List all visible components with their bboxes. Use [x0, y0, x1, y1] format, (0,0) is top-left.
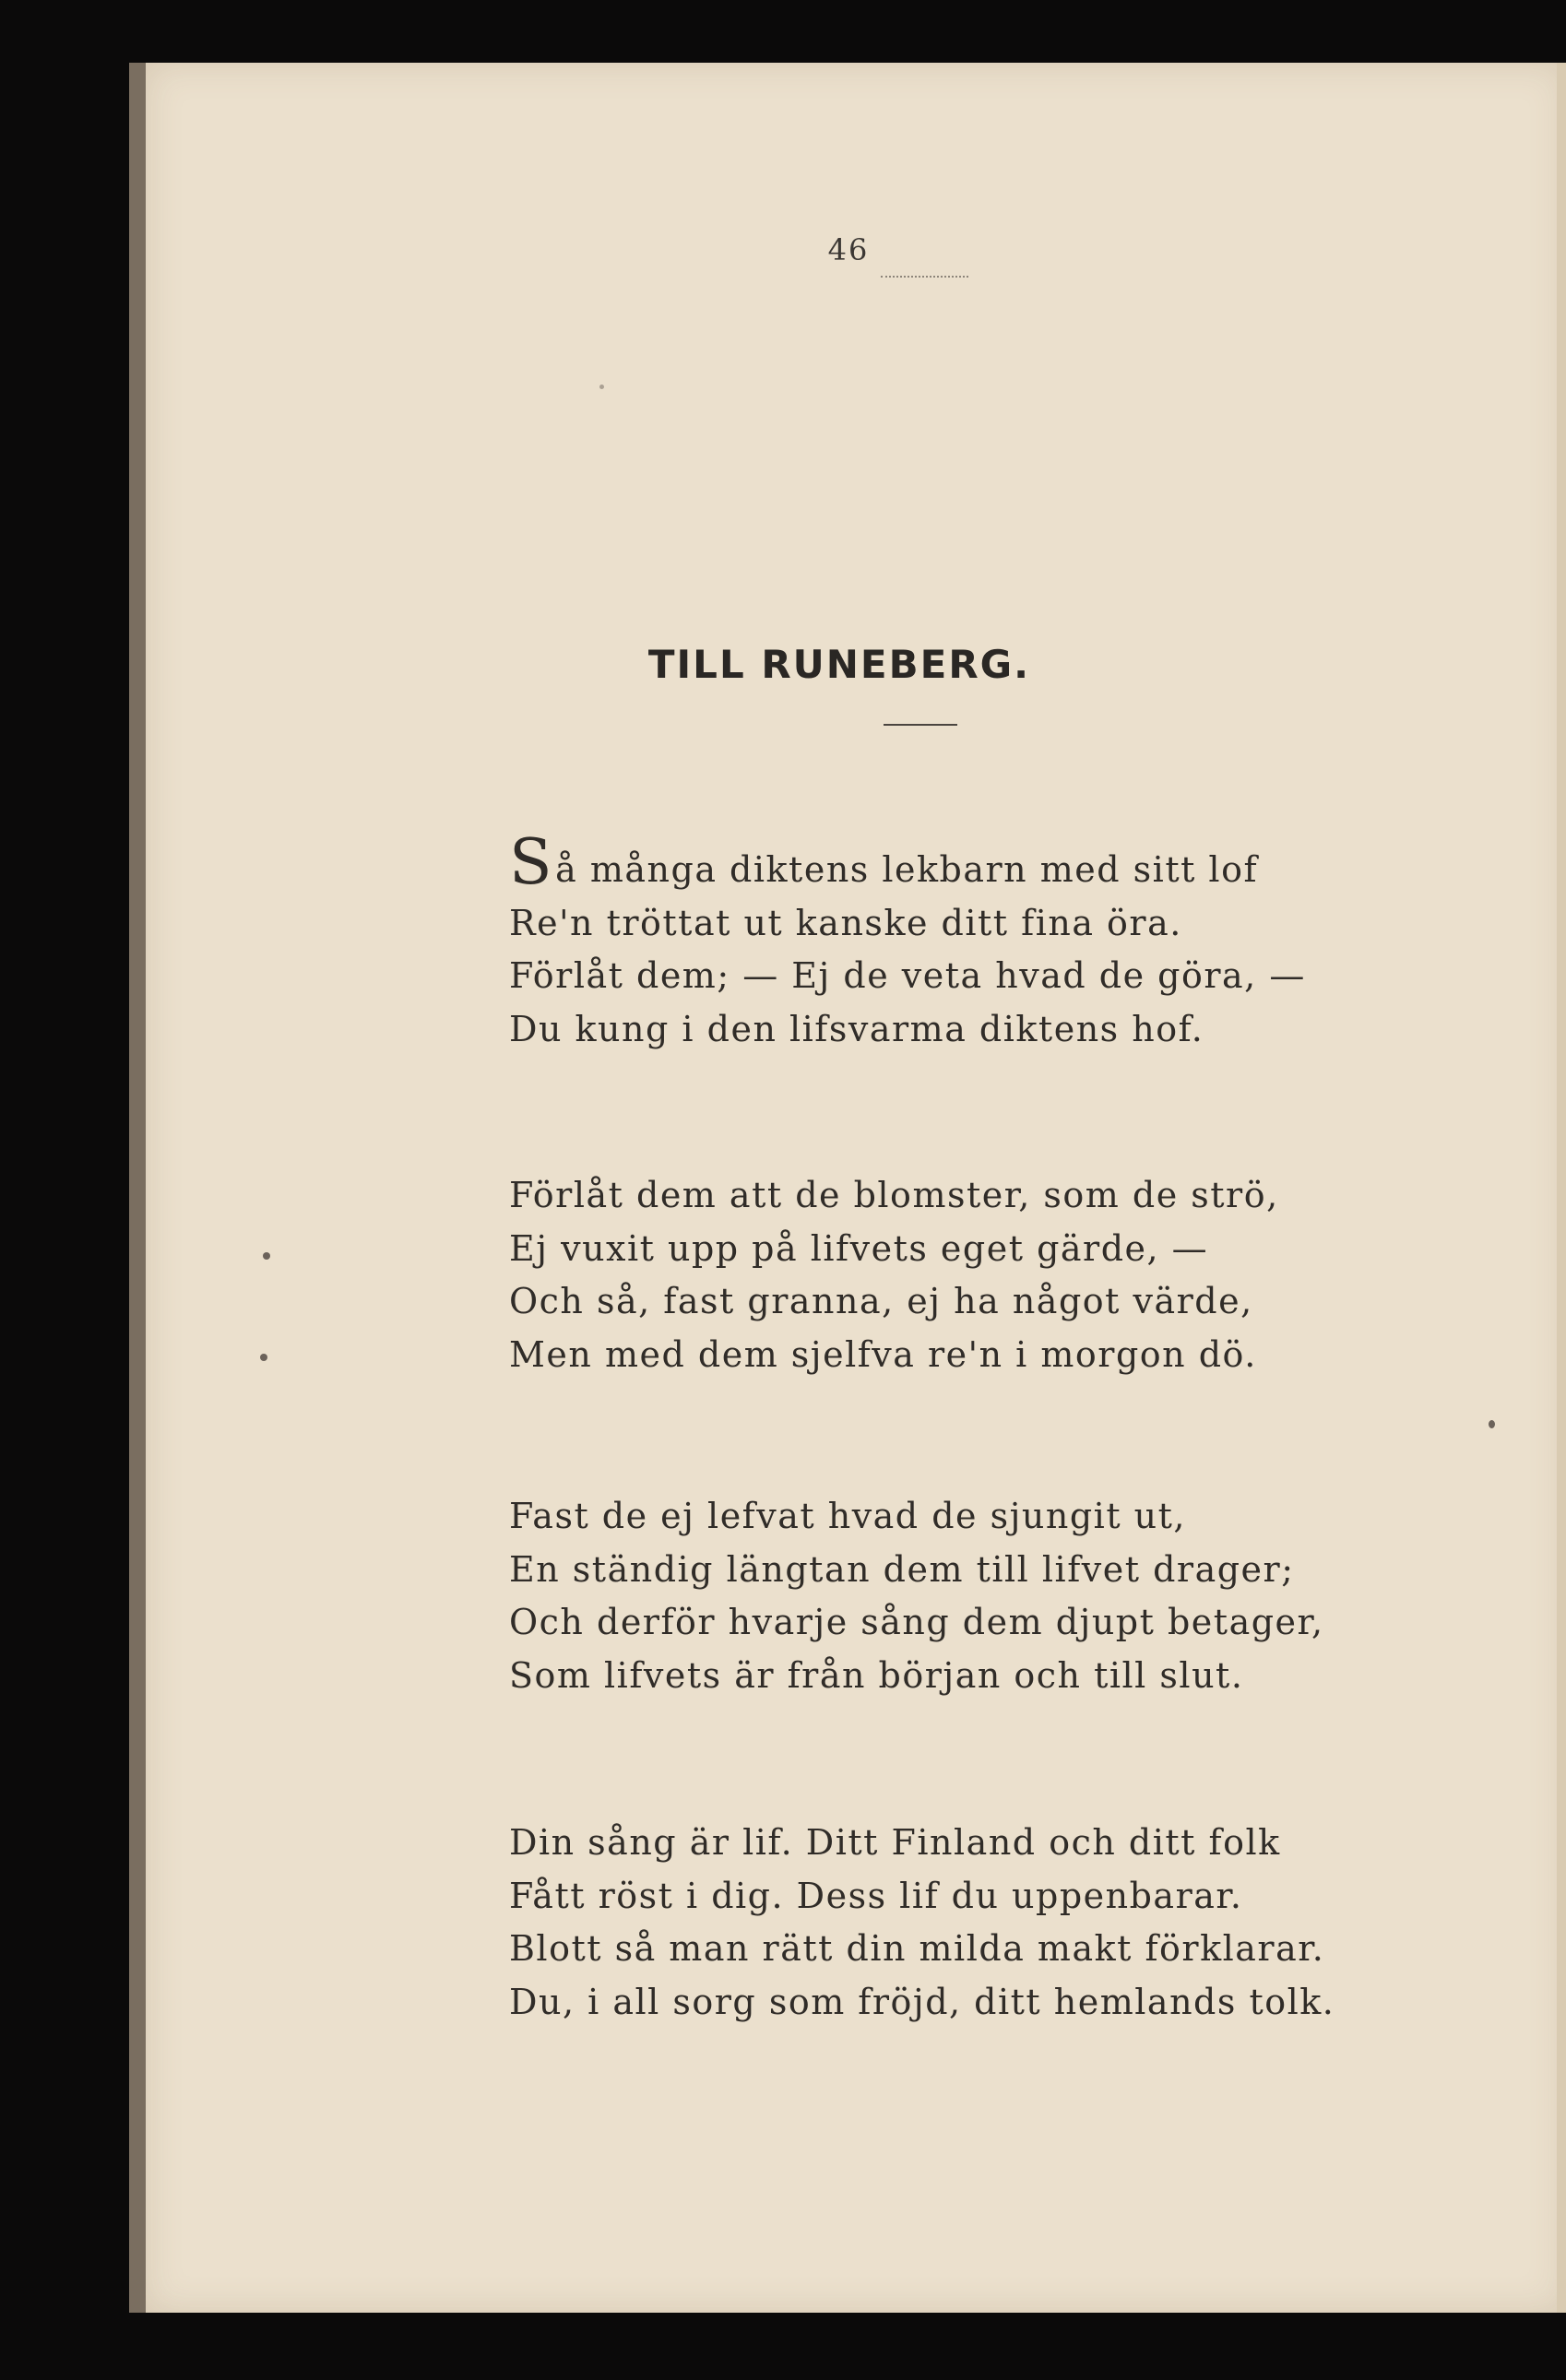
- page-number: 46: [827, 232, 870, 267]
- stanza-3-line-4: Som lifvets är från början och till slut.: [509, 1654, 1244, 1696]
- page-number-rule: [881, 276, 968, 278]
- stanza-1-line-1-text: å många diktens lekbarn med sitt lof: [555, 849, 1259, 890]
- page-edge: [1557, 63, 1566, 2313]
- poem-title: TILL RUNEBERG.: [647, 642, 1031, 687]
- stanza-1-line-4: Du kung i den lifsvarma diktens hof.: [509, 1008, 1204, 1049]
- stanza-4-line-1: Din sång är lif. Ditt Finland och ditt folk: [509, 1822, 1281, 1863]
- stanza-3-line-3: Och derför hvarje sång dem djupt betager,: [509, 1602, 1324, 1642]
- stanza-4-line-2: Fått röst i dig. Dess lif du uppenbarar.: [509, 1875, 1243, 1916]
- stanza-3-line-2: En ständig längtan dem till lifvet drager;: [509, 1548, 1295, 1590]
- stanza-2-line-1: Förlåt dem att de blomster, som de strö,: [509, 1175, 1279, 1215]
- stanza-1: [509, 826, 1358, 1056]
- stanza-4: [509, 1817, 1358, 2029]
- stanza-2-line-4: Men med dem sjelfva re'n i morgon dö.: [509, 1333, 1257, 1375]
- paper-speck: [263, 1252, 270, 1260]
- stanza-1-line-1: [509, 826, 1358, 899]
- stanza-2-line-3: Och så, fast granna, ej ha något värde,: [509, 1281, 1253, 1321]
- stanza-1-line-3: Förlåt dem; — Ej de veta hvad de göra, —: [509, 955, 1306, 996]
- paper-speck: [1489, 1420, 1495, 1428]
- paper-speck: [260, 1354, 267, 1361]
- stanza-4-line-4: Du, i all sorg som fröjd, ditt hemlands tolk.: [509, 1981, 1335, 2022]
- stanza-3: [509, 1490, 1358, 1702]
- paper-speck: [599, 385, 604, 389]
- stanza-3-line-1: Fast de ej lefvat hvad de sjungit ut,: [509, 1496, 1186, 1536]
- stanza-1-line-2: Re'n tröttat ut kanske ditt fina öra.: [509, 902, 1182, 943]
- stanza-2: [509, 1169, 1358, 1381]
- stanza-2-line-2: Ej vuxit upp på lifvets eget gärde, —: [509, 1227, 1209, 1269]
- stanza-4-line-3: Blott så man rätt din milda makt förklarar.: [509, 1928, 1325, 1969]
- drop-cap: S: [509, 826, 554, 899]
- title-rule: [884, 724, 957, 726]
